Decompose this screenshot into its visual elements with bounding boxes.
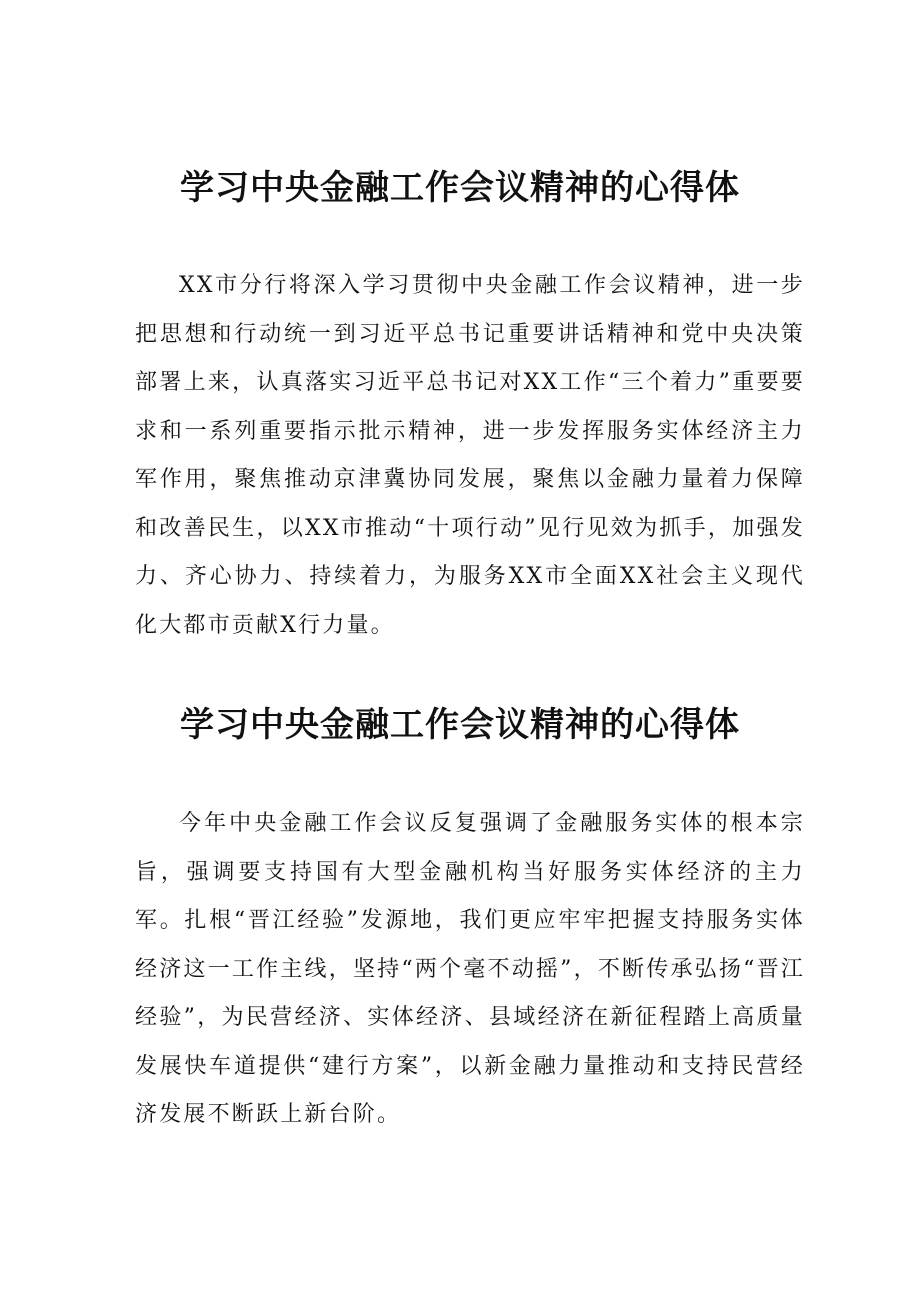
section-2-title: 学习中央金融工作会议精神的心得体: [180, 705, 740, 745]
section-2-paragraph: 今年中央金融工作会议反复强调了金融服务实体的根本宗旨，强调要支持国有大型金融机构当好服务实体经济的主力军。扎根“晋江经验”发源地，我们更应牢牢把握支持服务实体经济这一工作主线，坚持“两个毫不动摇”，不断传承弘扬“晋江经验”，为民营经济、实体经济、县域经济在新征程踏上高质量发展快车道提供“建行方案”，以新金融力量推动和支持民营经济发展不断跃上新台阶。: [135, 811, 805, 1127]
section-1-paragraph: XX市分行将深入学习贯彻中央金融工作会议精神，进一步把思想和行动统一到习近平总书记重要讲话精神和党中央决策部署上来，认真落实习近平总书记对XX工作“三个着力”重要要求和一系列重要指示批示精神，进一步发挥服务实体经济主力军作用，聚焦推动京津冀协同发展，聚焦以金融力量着力保障和改善民生，以XX市推动“十项行动”见行见效为抓手，加强发力、齐心协力、持续着力，为服务XX市全面XX社会主义现代化大都市贡献X行力量。: [135, 273, 805, 638]
section-1-title: 学习中央金融工作会议精神的心得体: [180, 168, 740, 208]
